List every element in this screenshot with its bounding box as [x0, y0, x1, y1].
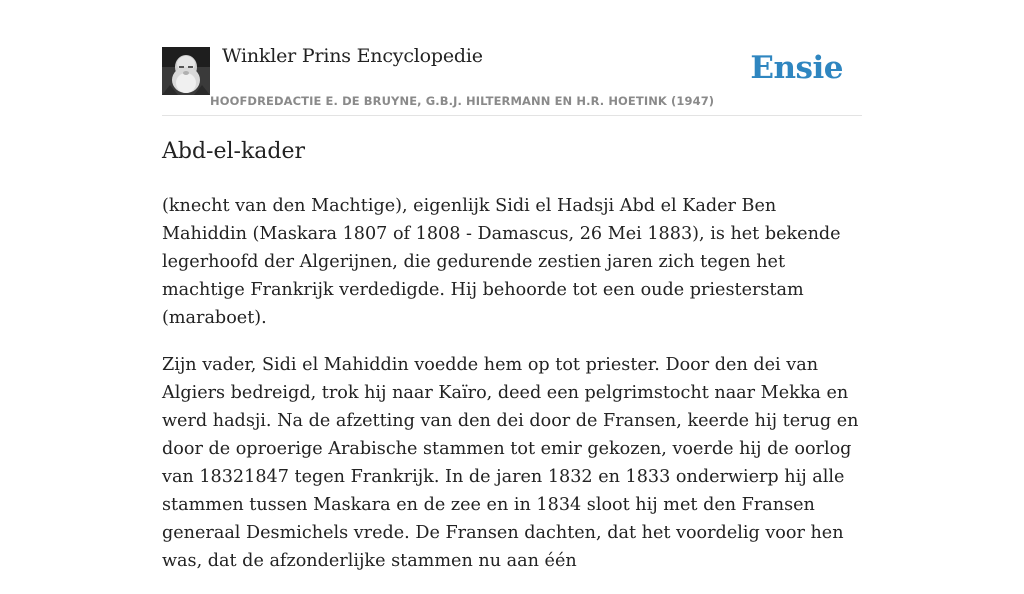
content-container [162, 0, 862, 571]
source-title[interactable]: Winkler Prins Encyclopedie [222, 45, 483, 67]
source-header [162, 0, 862, 116]
article-body [162, 192, 862, 594]
article-title: Abd-el-kader [162, 139, 306, 164]
author-avatar[interactable] [162, 47, 210, 95]
ensie-logo[interactable]: Ensie [750, 50, 843, 86]
paragraph: (knecht van den Machtige), eigenlijk Sidi el Hadsji Abd el Kader Ben Mahiddin (Maskara 1807 of 1808 - Damascus, 26 Mei 1883), is het bekende legerhoofd der Algerijnen, die gedurende zestien jaren zich tegen het machtige Frankrijk verdedigde. Hij behoorde tot een oude priesterstam (maraboet). [162, 196, 841, 328]
portrait-image [162, 47, 210, 95]
source-editors: HOOFDREDACTIE E. DE BRUYNE, G.B.J. HILTERMANN EN H.R. HOETINK (1947) [210, 94, 715, 108]
paragraph: Zijn vader, Sidi el Mahiddin voedde hem op tot priester. Door den dei van Algiers bedreigd, trok hij naar Kaïro, deed een pelgrimstocht naar Mekka en werd hadsji. Na de afzetting van den dei door de Fransen, keerde hij terug en door de oproerige Arabische stammen tot emir gekozen, voerde hij de oorlog van 18321847 tegen Frankrijk. In de jaren 1832 en 1833 onderwierp hij alle stammen tussen Maskara en de zee en in 1834 sloot hij met den Fransen generaal Desmichels vrede. De Fransen dachten, dat het voordelig voor hen was, dat de afzonderlijke stammen nu aan één [162, 355, 859, 571]
